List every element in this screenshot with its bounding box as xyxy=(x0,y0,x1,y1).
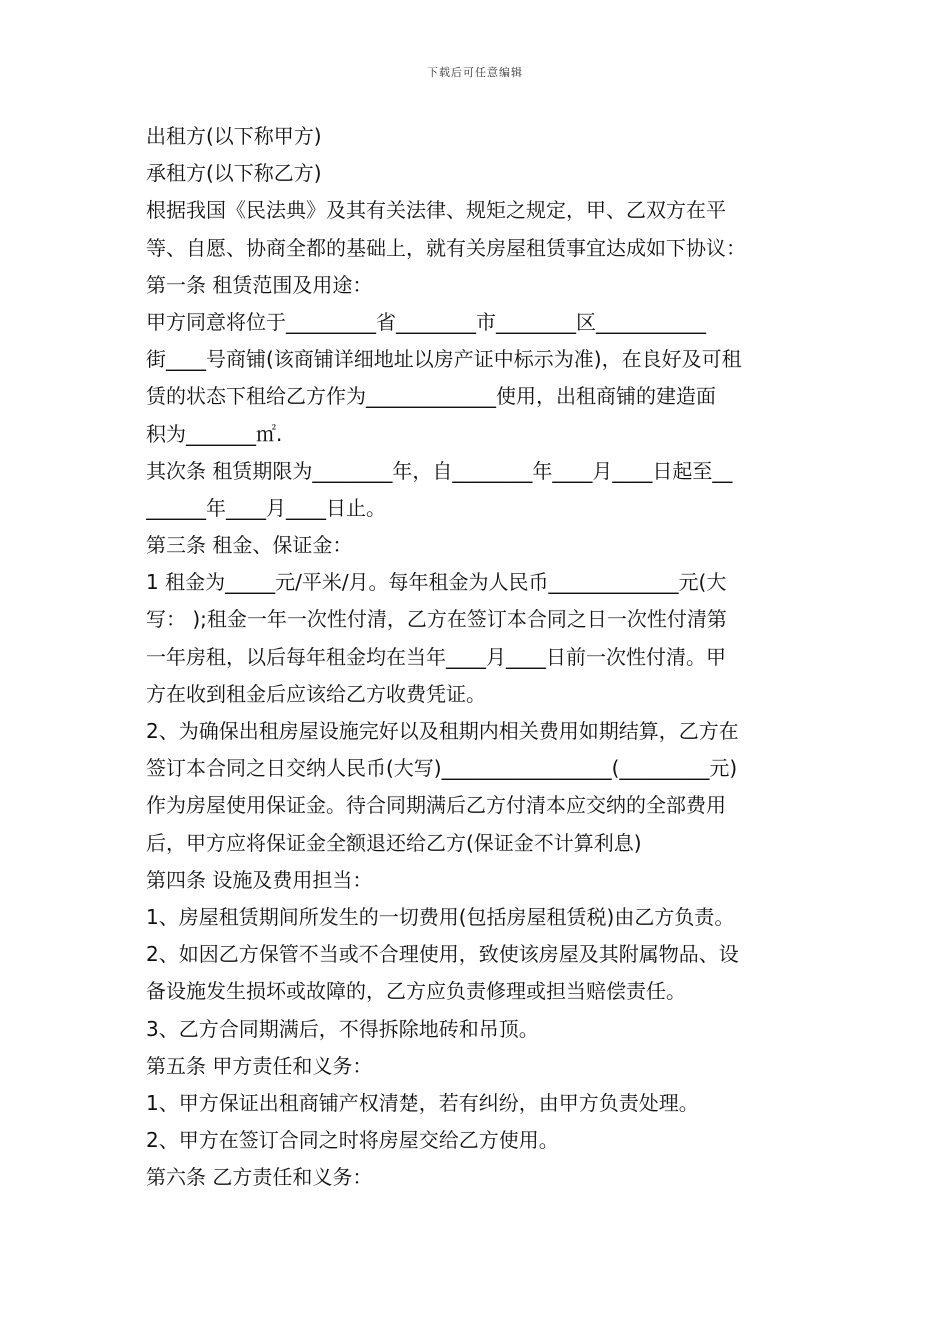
text-line: 作为房屋使用保证金。待合同期满后乙方付清本应交纳的全部费用 xyxy=(146,793,726,818)
text-line: 赁的状态下租给乙方作为_____________使用，出租商铺的建造面 xyxy=(146,384,716,409)
text-line: 3、乙方合同期满后，不得拆除地砖和吊顶。 xyxy=(146,1016,539,1041)
section-heading-article-5: 第五条 甲方责任和义务： xyxy=(146,1053,373,1078)
text-line: 2、如因乙方保管不当或不合理使用，致使该房屋及其附属物品、设 xyxy=(146,942,739,967)
text-line: 1、房屋租赁期间所发生的一切费用(包括房屋租赁税)由乙方负责。 xyxy=(146,904,735,929)
text-line: 签订本合同之日交纳人民币(大写)_________________(_________元) xyxy=(146,756,738,781)
text-line-lessee: 承租方(以下称乙方) xyxy=(146,161,322,186)
page-header: 下载后可任意编辑 xyxy=(427,66,523,79)
text-line: ______年____月____日止。 xyxy=(146,495,386,520)
text-line: 一年房租，以后每年租金均在当年____月____日前一次性付清。甲 xyxy=(146,644,726,669)
text-line: 积为_______㎡. xyxy=(146,421,283,446)
text-line: 后，甲方应将保证金全额退还给乙方(保证金不计算利息) xyxy=(146,830,642,855)
text-line: 街____号商铺(该商铺详细地址以房产证中标示为准)，在良好及可租 xyxy=(146,347,742,372)
section-heading-article-2: 其次条 租赁期限为________年，自________年____月____日起至__ xyxy=(146,458,733,483)
text-line: 甲方同意将位于_________省________市________区___________ xyxy=(146,309,706,334)
text-line-preamble-1: 根据我国《民法典》及其有关法律、规矩之规定，甲、乙双方在平 xyxy=(146,198,726,223)
section-heading-article-4: 第四条 设施及费用担当： xyxy=(146,867,373,892)
text-line: 备设施发生损坏或故障的，乙方应负责修理或担当赔偿责任。 xyxy=(146,979,686,1004)
text-line: 2、甲方在签订合同之时将房屋交给乙方使用。 xyxy=(146,1128,559,1153)
text-line-lessor: 出租方(以下称甲方) xyxy=(146,124,322,148)
text-line: 写： );租金一年一次性付清，乙方在签订本合同之日一次性付清第 xyxy=(146,607,727,632)
text-line: 方在收到租金后应该给乙方收费凭证。 xyxy=(146,681,486,706)
section-heading-article-1: 第一条 租赁范围及用途： xyxy=(146,272,373,297)
contract-body xyxy=(146,118,810,1196)
text-line: 1、甲方保证出租商铺产权清楚，若有纠纷，由甲方负责处理。 xyxy=(146,1090,699,1115)
section-heading-article-3: 第三条 租金、保证金： xyxy=(146,533,353,558)
text-line: 2、为确保出租房屋设施完好以及租期内相关费用如期结算，乙方在 xyxy=(146,719,739,743)
section-heading-article-6: 第六条 乙方责任和义务： xyxy=(146,1165,373,1190)
text-line-preamble-2: 等、自愿、协商全都的基础上，就有关房屋租赁事宜达成如下协议： xyxy=(146,235,746,260)
text-line: 1 租金为_____元/平米/月。每年租金为人民币_____________元(大 xyxy=(146,570,727,595)
